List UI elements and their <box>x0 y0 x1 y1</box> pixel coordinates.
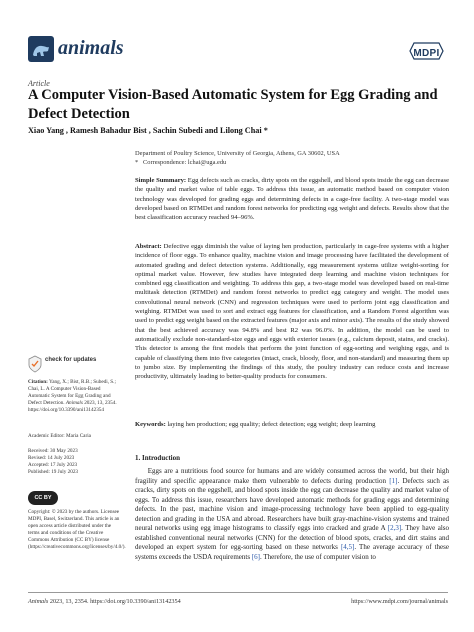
footer-citation-text[interactable]: 2023, 13, 2354. https://doi.org/10.3390/ani13142354 <box>49 598 181 605</box>
citation-text: Yang, X.; Bist, R.B.; Subedi, S.; Chai, L. A Computer Vision-Based Automatic System for Egg Grading and Defect Detection. <box>28 379 116 406</box>
intro-text: . They have also established conventional neural networks (CNN) for the detection of blood spots, cracks, and dirt stains and developed an expert system for egg-sorting based on these networks <box>135 524 450 551</box>
intro-text: Eggs are a nutritious food source for humans and are widely consumed across the world, but their high fragility and specific appearance make them vulnerable to defects during production <box>135 467 449 485</box>
citation-link[interactable]: [6] <box>251 552 261 561</box>
revised-date: Revised: 14 July 2023 <box>28 455 75 461</box>
asterisk-icon: * <box>135 159 139 166</box>
affiliation-text: Department of Poultry Science, University of Georgia, Athens, GA 30602, USA <box>135 150 340 157</box>
article-type: Article <box>28 79 50 88</box>
simple-summary-label: Simple Summary: <box>135 177 187 184</box>
citation-block <box>28 379 120 414</box>
keywords-label: Keywords: <box>135 421 166 428</box>
keywords-text: laying hen production; egg quality; defect detection; egg weight; deep learning <box>167 421 376 428</box>
copyright-notice: Copyright: © 2023 by the authors. Licensee MDPI, Basel, Switzerland. This article is an open access article distributed under the terms and conditions of the Creative Commons Attribution (CC BY) license (https://creativecommons.org/licenses/by/4.0/). <box>28 509 126 550</box>
section-heading: 1. Introduction <box>135 454 180 462</box>
authors-text: Xiao Yang , Ramesh Bahadur Bist , Sachin Subedi and Lilong Chai * <box>28 126 268 135</box>
publisher-name: MDPI <box>413 48 440 59</box>
footer-journal: Animals <box>28 598 49 605</box>
academic-editor: Academic Editor: Maria Caria <box>28 433 91 439</box>
publisher-logo <box>408 40 445 62</box>
intro-text: . The average accuracy of these systems exceeds the USDA requirements <box>135 543 449 561</box>
received-date: Received: 30 May 2023 <box>28 448 78 454</box>
check-updates-icon <box>28 355 42 373</box>
affiliation <box>135 149 455 167</box>
simple-summary <box>135 176 449 222</box>
citation-details[interactable]: 2023, 13, 2354. https://doi.org/10.3390/ani13142354 <box>28 400 117 413</box>
abstract-label: Abstract: <box>135 243 162 250</box>
check-for-updates-button[interactable] <box>28 355 120 375</box>
keywords <box>135 420 449 429</box>
accepted-date: Accepted: 17 July 2023 <box>28 462 78 468</box>
citation-link[interactable]: [4,5] <box>340 543 355 551</box>
correspondence-email[interactable]: Correspondence: lchai@uga.edu <box>143 159 227 166</box>
cc-license-badge[interactable]: CC BY <box>28 491 58 505</box>
citation-label: Citation: <box>28 379 48 385</box>
journal-logo-icon <box>28 36 54 62</box>
journal-name: animals <box>58 37 124 59</box>
intro-text: . Therefore, the use of computer vision to <box>260 552 376 561</box>
footer-citation <box>28 598 181 605</box>
footer-url[interactable]: https://www.mdpi.com/journal/animals <box>351 598 448 605</box>
footer-divider <box>28 592 448 593</box>
published-date: Published: 19 July 2023 <box>28 469 79 475</box>
author-list <box>28 126 448 135</box>
check-updates-label: check for updates <box>45 357 97 363</box>
simple-summary-text: Egg defects such as cracks, dirty spots on the eggshell, and blood spots inside the egg can decrease the quality and market value of table eggs. To address this issue, an automatic method based on computer vision technology was developed for grading eggs and determining defects in a cage-free facility. A two-stage model was developed based on RTMDet and random forest networks for predicting egg weight and defects. Results show that the best classification accuracy reached 94–96%. <box>135 177 449 222</box>
abstract <box>135 242 449 381</box>
intro-text: . Defects such as cracks, dirty spots on the eggshell, and blood spots inside the egg can decrease the quality and market value of eggs. To address this issue, researchers have developed automatic methods for grading eggs and determining defects. In the past, machine vision and image-processing technology have been applied to egg-quality detection and grading in the USA and abroad. Researchers have built gray-machine-vision systems and trained neural networks using egg image histograms to classify eggs into cracked and grade A <box>135 476 450 532</box>
article-title: A Computer Vision-Based Automatic System for Egg Grading and Defect Detection <box>28 87 438 122</box>
citation-journal: Animals <box>65 400 83 406</box>
introduction-paragraph <box>135 467 449 562</box>
citation-link[interactable]: [1] <box>389 476 398 485</box>
citation-link[interactable]: [2,3] <box>387 524 402 532</box>
abstract-text: Defective eggs diminish the value of laying hen production, particularly in cage-free systems with a higher incidence of floor eggs. To enhance quality, machine vision and image processing have facilitated the development of automated grading and defect detection systems. Additionally, egg measurement systems utilize weight-sorting for optimal market value. However, few studies have integrated deep learning and machine vision techniques for combined egg classification and weighting. To address this gap, a two-stage model was developed based on real-time multitask detection (RTMDet) and random forest networks to predict egg category and weight. The model uses convolutional neural network (CNN) and regression techniques were used to perform joint egg classification and weighing. RTMDet was used to sort and extract egg features for classification, and a Random Forest algorithm was used to predict egg weight based on the extracted features (major axis and minor axis). The results of the study showed that the best achieved accuracy was 94.8% and best R2 was 96.0%. In addition, the model can be used to automatically exclude non-standard-size eggs and eggs with exterior issues (e.g., calcium deposit, stains, and cracks). This detector is among the first models that perform the joint function of egg-sorting and weighing eggs, and is capable of classifying them into five categories (intact, crack, bloody, floor, and non-standard) and measuring them up to jumbo size. By implementing the findings of this study, the poultry industry can reduce costs and increase productivity, ultimately leading to better-quality products for consumers. <box>135 243 449 381</box>
dates-block <box>28 448 120 476</box>
